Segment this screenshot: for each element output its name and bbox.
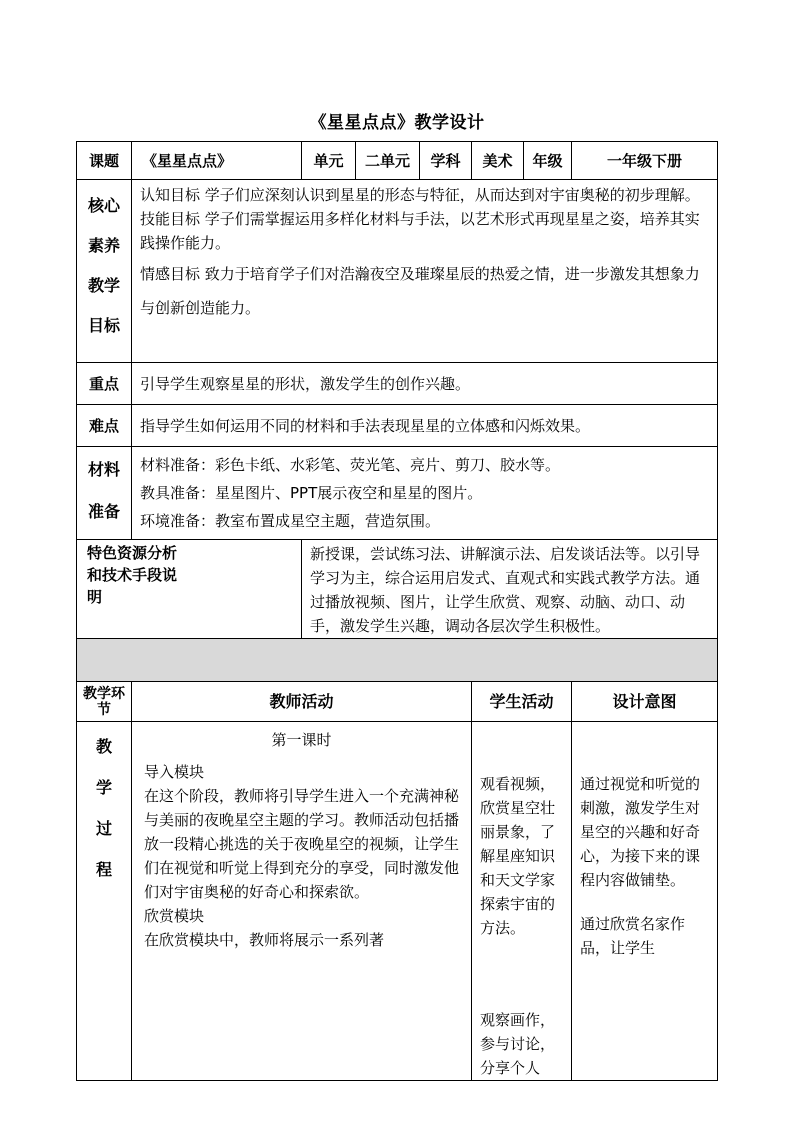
goal-emotion: 情感目标 致力于培育学子们对浩瀚夜空及璀璨星辰的热爱之情，进一步激发其想象力与创新创造能力。 — [140, 265, 700, 317]
page-title: 《星星点点》教学设计 — [309, 113, 485, 133]
materials-line: 环境准备：教室布置成星空主题，营造氛围。 — [140, 512, 441, 530]
subject-label: 学科 — [420, 142, 472, 180]
teacher-header: 教师活动 — [132, 682, 472, 722]
course-value: 《星星点点》 — [132, 142, 302, 180]
goals-content — [132, 180, 718, 363]
materials-label — [77, 447, 132, 540]
student-activity-1: 观看视频，欣赏星空壮丽景象，了解星座知识和天文学家探索宇宙的方法。 — [480, 775, 556, 937]
student-activity-2: 观察画作，参与讨论，分享个人 — [480, 1011, 556, 1077]
difficulty-text: 指导学生如何运用不同的材料和手法表现星星的立体感和闪烁效果。 — [132, 405, 718, 447]
key-point-row — [77, 363, 718, 405]
resources-label-cell — [77, 540, 302, 639]
process-stage — [77, 722, 132, 1081]
process-stage-char: 过 — [95, 819, 112, 838]
resources-text: 新授课，尝试练习法、讲解演示法、启发谈话法等。以引导学习为主，综合运用启发式、直观式和实践式教学方法。通过播放视频、图片，让学生欣赏、观察、动脑、动口、动手，激发学生兴趣，调动各层次学生积极性。 — [310, 545, 701, 635]
resources-label: 特色资源分析和技术手段说明 — [87, 544, 178, 606]
difficulty-label: 难点 — [77, 405, 132, 447]
goals-label-part: 素养 — [87, 236, 120, 255]
process-stage-char: 程 — [95, 860, 112, 879]
materials-line: 材料准备：彩色卡纸、水彩笔、荧光笔、亮片、剪刀、胶水等。 — [140, 456, 561, 474]
key-point-text: 引导学生观察星星的形状，激发学生的创作兴趣。 — [132, 363, 718, 405]
process-stage-char: 教 — [95, 737, 112, 756]
module-1 — [132, 760, 471, 952]
materials-label-part: 准备 — [87, 502, 120, 521]
materials-content — [132, 447, 718, 540]
design-intent-2: 通过欣赏名家作品，让学生 — [580, 915, 686, 957]
module-1-text: 在这个阶段，教师将引导学生进入一个充满神秘与美丽的夜晚星空主题的学习。教师活动包括播放一段精心挑选的关于夜晚星空的视频，让学生们在视觉和听觉上得到充分的享受，同时激发他们对宇宙奥秘的好奇心和探索欲。 — [144, 787, 460, 901]
gray-divider-row — [77, 639, 718, 682]
student-header: 学生活动 — [472, 682, 572, 722]
goals-label-part: 教学 — [87, 276, 120, 295]
gray-divider — [77, 639, 718, 682]
process-row — [77, 722, 718, 1081]
resources-content — [302, 540, 718, 639]
lesson-plan-table — [76, 141, 718, 1081]
goal-skill: 技能目标 学子们需掌握运用多样化材料与手法，以艺术形式再现星星之姿，培养其实践操作能力。 — [140, 210, 700, 252]
module-2-text: 在欣赏模块中，教师将展示一系列著 — [144, 931, 385, 949]
grade-value: 一年级下册 — [572, 142, 718, 180]
grade-label: 年级 — [524, 142, 572, 180]
goals-label-part: 核心 — [87, 196, 120, 215]
subject-value: 美术 — [472, 142, 524, 180]
difficulty-row — [77, 405, 718, 447]
key-point-label: 重点 — [77, 363, 132, 405]
intent-header: 设计意图 — [572, 682, 718, 722]
process-header-row — [77, 682, 718, 722]
design-intent-1: 通过视觉和听觉的刺激，激发学生对星空的兴趣和好奇心，为接下来的课程内容做铺垫。 — [580, 775, 701, 889]
teacher-activity — [132, 722, 472, 1081]
unit-label: 单元 — [302, 142, 356, 180]
materials-line: 教具准备：星星图片、PPT展示夜空和星星的图片。 — [140, 484, 483, 502]
design-intent — [572, 722, 718, 1081]
module-1-title: 导入模块 — [144, 763, 205, 781]
goals-label — [77, 180, 132, 363]
module-2-title: 欣赏模块 — [144, 907, 205, 925]
student-activity — [472, 722, 572, 1081]
course-label: 课题 — [77, 142, 132, 180]
header-row — [77, 142, 718, 180]
materials-row — [77, 447, 718, 540]
materials-label-part: 材料 — [87, 460, 120, 479]
lesson-time: 第一课时 — [271, 731, 332, 749]
goals-label-part: 目标 — [87, 316, 120, 335]
goal-cognitive: 认知目标 学子们应深刻认识到星星的形态与特征，从而达到对宇宙奥秘的初步理解。 — [140, 186, 700, 204]
resources-row — [77, 540, 718, 639]
goals-row — [77, 180, 718, 363]
stage-header: 教学环节 — [77, 682, 132, 722]
unit-value: 二单元 — [356, 142, 420, 180]
process-stage-char: 学 — [95, 778, 112, 797]
